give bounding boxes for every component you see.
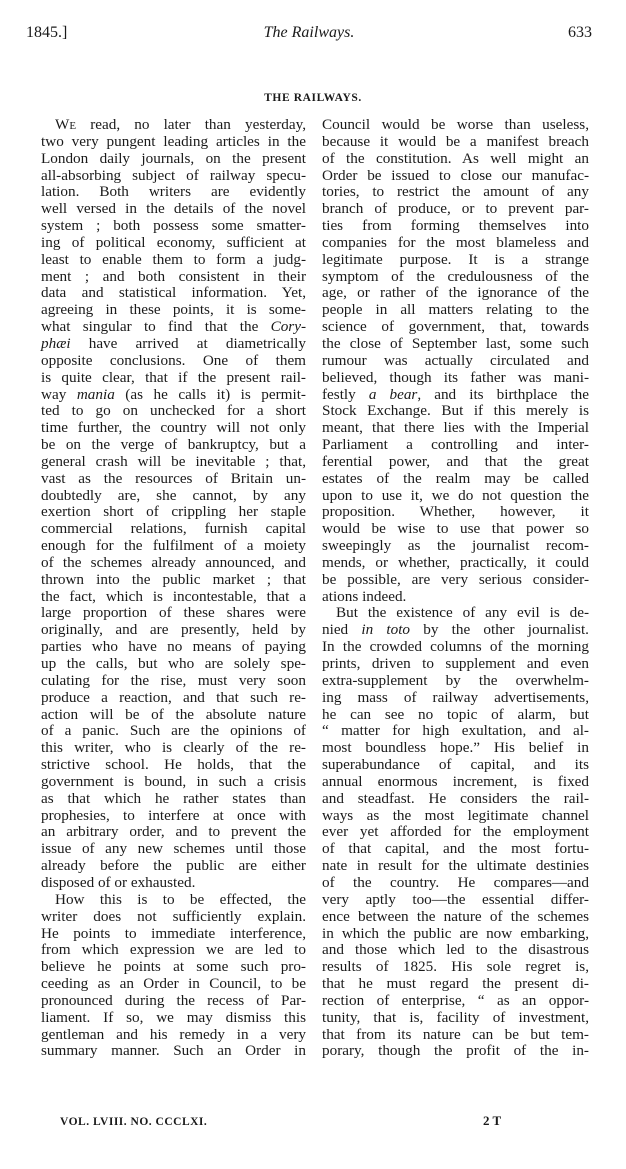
text-line: the close of September last, some such — [322, 334, 589, 352]
running-head — [26, 24, 592, 46]
text-line: tories, to restrict the amount of any — [322, 183, 589, 201]
text-line: Council would be worse than useless, — [322, 116, 589, 133]
text-line: superabundance of capital, and its — [322, 756, 589, 774]
text-line: results of 1825. His sole regret is, — [322, 958, 589, 976]
text-line: way mania (as he calls it) is permit- — [41, 385, 306, 403]
text-line: exertion short of crippling her staple — [41, 503, 306, 521]
text-line: and steadfast. He considers the rail- — [322, 789, 589, 807]
text-line: annual enormous increment, is fixed — [322, 772, 589, 790]
right-column — [322, 117, 589, 1060]
text-line: because it would be a manifest breach — [322, 132, 589, 150]
text-line: He points to immediate interference, — [41, 924, 306, 942]
running-head-year: 1845.] — [26, 24, 68, 41]
text-line: rection of enterprise, “ as an oppor- — [322, 991, 589, 1009]
text-line: Order be issued to close our manufac- — [322, 166, 589, 184]
text-line: in which the public are now embarking, — [322, 924, 589, 942]
text-line: government is bound, in such a crisis — [41, 772, 306, 790]
text-line: “ matter for high exultation, and al- — [322, 722, 589, 740]
text-line: writer does not sufficiently explain. — [41, 907, 306, 925]
text-line: doubtedly are, she cannot, by any — [41, 486, 306, 504]
text-line: system ; both possess some smatter- — [41, 217, 306, 235]
text-line: ways as the most legitimate channel — [322, 806, 589, 824]
text-line: rumour was actually circulated and — [322, 351, 589, 369]
text-line: How this is to be effected, the — [55, 890, 306, 908]
text-line: Stock Exchange. But if this merely is — [322, 402, 589, 420]
text-line: of the constitution. As well might an — [322, 149, 589, 167]
text-line: ever yet afforded for the employment — [322, 823, 589, 841]
text-line: what singular to find that the Cory- — [41, 318, 306, 336]
text-line: agreeing in these points, it is some- — [41, 301, 306, 319]
text-line: already before the public are either — [41, 857, 306, 875]
text-line: is quite clear, that if the present rail- — [41, 368, 306, 386]
text-line: two very pungent leading articles in the — [41, 132, 306, 150]
text-line: We read, no later than yesterday, — [55, 116, 306, 133]
text-line: all-absorbing subject of railway specu- — [41, 166, 306, 184]
text-line: issue of any new schemes until those — [41, 840, 306, 858]
text-line: action will be of the absolute nature — [41, 705, 306, 723]
text-line: sweepingly as the journalist recom- — [322, 537, 589, 555]
left-column — [41, 117, 306, 1060]
text-line: most boundless hope.” His belief in — [322, 739, 589, 757]
text-line: an arbitrary order, and to prevent the — [41, 823, 306, 841]
text-line: ing mass of railway advertisements, — [322, 688, 589, 706]
text-line: lation. Both writers are evidently — [41, 183, 306, 201]
text-line: extra-supplement by the overwhelm- — [322, 671, 589, 689]
text-line: tunity, that is, facility of investment, — [322, 1008, 589, 1026]
text-line: Parliament a controlling and inter- — [322, 436, 589, 454]
text-line: festly a bear, and its birthplace the — [322, 385, 589, 403]
text-line: meant, that there lies with the Imperial — [322, 419, 589, 437]
text-line: upon to use it, we do not question the — [322, 486, 589, 504]
text-line: the fact, which is incontestable, that a — [41, 587, 306, 605]
text-line: this writer, who is clearly of the re- — [41, 739, 306, 757]
text-line: commercial relations, furnish capital — [41, 520, 306, 538]
text-line: liament. If so, we may dismiss this — [41, 1008, 306, 1026]
text-line: of a panic. Such are the opinions of — [41, 722, 306, 740]
text-line: thrown into the public market ; that — [41, 570, 306, 588]
text-line: that from its nature can be but tem- — [322, 1025, 589, 1043]
text-line: prints, driven to supplement and even — [322, 655, 589, 672]
text-line: phæi have arrived at diametrically — [41, 334, 306, 352]
text-line: enough for the fulfilment of a moiety — [41, 537, 306, 555]
text-line: of the country. He compares—and — [322, 873, 589, 891]
text-line: well versed in the details of the novel — [41, 200, 306, 218]
text-line: up the calls, but who are solely spe- — [41, 655, 306, 672]
text-line: large proportion of these shares were — [41, 604, 306, 622]
text-line: legitimate purpose. It is a strange — [322, 250, 589, 268]
text-line: companies for the most blameless and — [322, 233, 589, 251]
text-line: general crash will be inevitable ; that, — [41, 452, 306, 470]
text-line: parties who have no means of paying — [41, 638, 306, 656]
text-line: of the schemes already announced, and — [41, 553, 306, 571]
text-line: be on the verge of bankruptcy, but a — [41, 436, 306, 454]
text-line: from which expression we are led to — [41, 941, 306, 959]
text-line: believe he points at some such pro- — [41, 958, 306, 976]
text-line: time further, the country will not only — [41, 419, 306, 437]
text-line: believed, though its father was mani- — [322, 368, 589, 386]
text-line: prophesies, to interfere at once with — [41, 806, 306, 824]
text-line: strictive school. He holds, that the — [41, 756, 306, 774]
text-line: ferential power, and that the great — [322, 452, 589, 470]
text-line: produce a reaction, and that such re- — [41, 688, 306, 706]
text-line: ations indeed. — [322, 587, 407, 605]
text-line: In the crowded columns of the morning — [322, 638, 589, 656]
text-line: data and statistical information. Yet, — [41, 284, 306, 302]
text-line: people in all matters relating to the — [322, 301, 589, 319]
text-line: estates of the realm may be called — [322, 469, 589, 487]
text-line: pronounced during the recess of Par- — [41, 991, 306, 1009]
text-line: proposition. Whether, however, it — [322, 503, 589, 521]
text-line: porary, though the profit of the in- — [322, 1042, 589, 1060]
text-line: culating for the rise, must very soon — [41, 671, 306, 689]
text-line: gentleman and his remedy in a very — [41, 1025, 306, 1043]
text-line: science of government, that, towards — [322, 318, 589, 336]
text-line: ing of political economy, sufficient at — [41, 233, 306, 251]
text-line: symptom of the credulousness of the — [322, 267, 589, 285]
text-line: branch of produce, or to prevent par- — [322, 200, 589, 218]
volume-number: VOL. LVIII. NO. CCCLXI. — [60, 1116, 208, 1128]
text-line: be possible, are very serious consider- — [322, 570, 589, 588]
text-line: age, or rather of the ignorance of the — [322, 284, 589, 302]
text-line: But the existence of any evil is de- — [336, 604, 589, 622]
text-line: ceeding as an Order in Council, to be — [41, 975, 306, 993]
signature-mark: 2 T — [483, 1113, 502, 1128]
text-line: ties from forming themselves into — [322, 217, 589, 235]
text-line: ted to go on unchecked for a short — [41, 402, 306, 420]
text-line: nied in toto by the other journalist. — [322, 621, 589, 639]
running-head-title: The Railways. — [263, 24, 355, 41]
article-title: THE RAILWAYS. — [264, 92, 362, 104]
text-line: and those which led to the disastrous — [322, 941, 589, 959]
text-line: mends, or whether, practically, it could — [322, 553, 589, 571]
text-line: would be wise to use that power so — [322, 520, 589, 538]
text-line: ence between the nature of the schemes — [322, 907, 589, 925]
text-line: that he must regard the present di- — [322, 975, 589, 993]
text-line: summary manner. Such an Order in — [41, 1042, 306, 1060]
page-number: 633 — [568, 24, 592, 41]
text-line: he can see no topic of alarm, but — [322, 705, 589, 723]
text-line: as that which he rather states than — [41, 789, 306, 807]
text-line: nate in result for the ultimate destinies — [322, 857, 589, 875]
text-line: opposite conclusions. One of them — [41, 351, 306, 369]
text-line: originally, and are presently, held by — [41, 621, 306, 639]
text-line: London daily journals, on the present — [41, 149, 306, 167]
text-line: ment ; and both consistent in their — [41, 267, 306, 285]
text-line: least to enable them to form a judg- — [41, 250, 306, 268]
text-line: disposed of or exhausted. — [41, 873, 196, 891]
text-line: vast as the resources of Britain un- — [41, 469, 306, 487]
text-line: of that capital, and the most fortu- — [322, 840, 589, 858]
text-line: very aptly too—the essential differ- — [322, 890, 589, 908]
